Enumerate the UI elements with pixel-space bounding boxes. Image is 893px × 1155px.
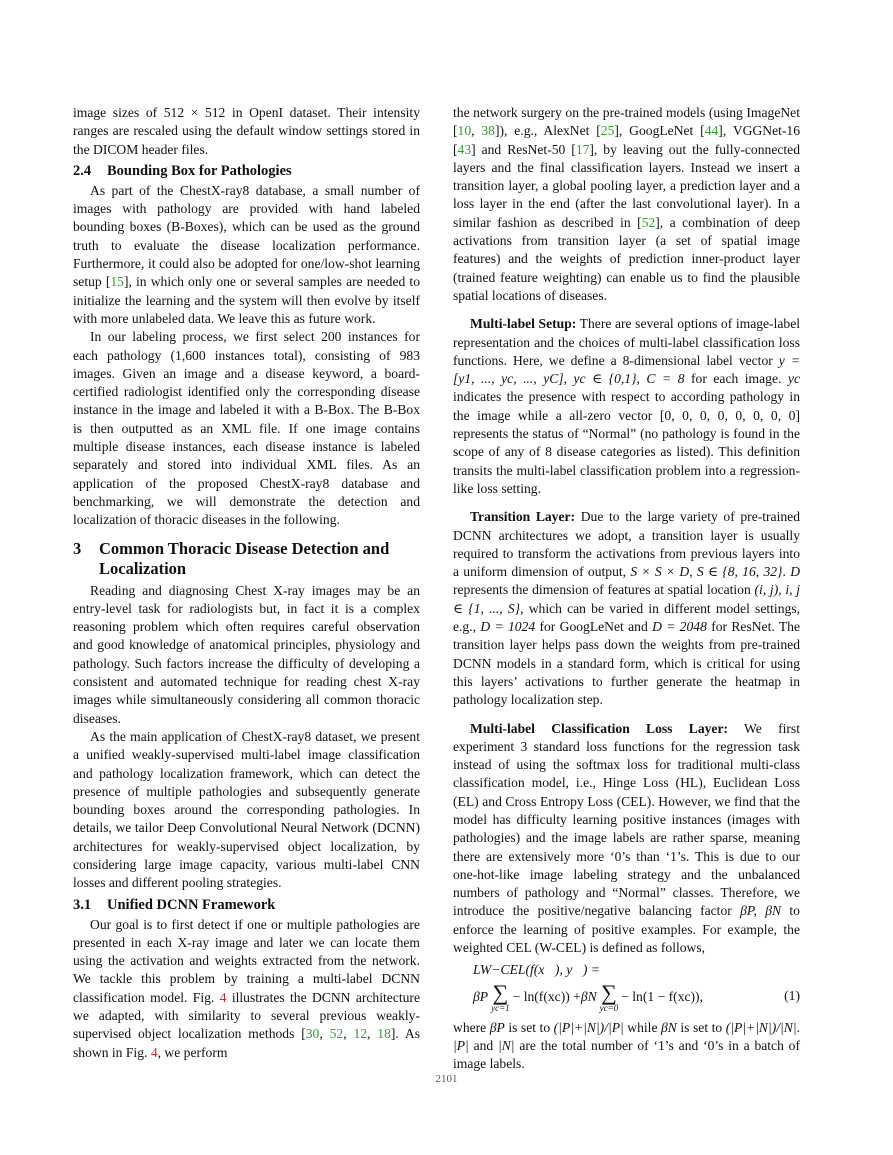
- figure-link[interactable]: 4: [150, 1044, 158, 1060]
- summation-symbol: ∑ yc=0: [599, 979, 619, 1013]
- fraction: (|P|+|N|)/|P|: [553, 1019, 624, 1035]
- run-in-heading: Transition Layer:: [470, 509, 576, 525]
- paragraph-loss-layer: Multi-label Classification Loss Layer: We first experiment 3 standard loss functions for the regression task instead of using the softmax loss for traditional multi-class classification model, i.e., Hinge Loss (HL), Euclidean Loss (EL) and Cross Entropy Loss (CEL). However, we find that the model has difficulty learning positive instances (images with pathologies) and the image labels are rather sparse, meaning there are extensively more ‘0’s than ‘1’s. This is due to our one-hot-like image labeling strategy and the unbalanced numbers of pathology and “Normal” classes. Therefore, we introduce the positive/negative balancing factor βP, βN to enforce the learning of positive examples. For example, the weighted CEL (W-CEL) is defined as follows,: [453, 720, 800, 956]
- paragraph-application: As the main application of ChestX-ray8 dataset, we present a unified weakly-supervised multi-label image classification and pathology localization framework, which can detect the presence of multiple pathologies and subsequently generate bounding boxes around the corresponding pathologies. In details, we tailor Deep Convolutional Neural Network (DCNN) architectures for weakly-supervised object localization, by considering large image capacity, various multi-label CNN losses and different pooling strategies.: [73, 728, 420, 891]
- run-in-heading: Multi-label Classification Loss Layer:: [470, 720, 729, 736]
- math-inline: yc: [787, 371, 800, 387]
- equation-1: [453, 961, 800, 1012]
- figure-link[interactable]: 4: [219, 989, 227, 1005]
- paragraph-labeling: In our labeling process, we first select 200 instances for each pathology (1,600 instances total), consisting of 983 images. Given an image and a disease keyword, a board-certified radiologist identified only the corresponding disease instance in the image and labeled it with a B-Box. The B-Box is then outputted as an XML file. If one image contains multiple disease instances, each disease instance is labeled separately and stored into individual XML files. As an application of the proposed ChestX-ray8 database and benchmarking, we will demonstrate the detection and localization of thoracic diseases in the following.: [73, 329, 420, 528]
- section-heading-3-1: [73, 896, 420, 914]
- paragraph-goal: Our goal is to first detect if one or multiple pathologies are presented in each X-ray image and later we can locate them using the activation and weights extracted from the network. We tackle this problem by training a multi-label DCNN classification model. Fig. 4 illustrates the DCNN architecture we adapted, with similarity to several previous weakly-supervised object localization methods [30, 52, 12, 18]. As shown in Fig. 4, we perform: [73, 916, 421, 1060]
- citation-link[interactable]: 52: [641, 214, 656, 230]
- section-title: Unified DCNN Framework: [107, 896, 276, 913]
- equation-number: (1): [784, 988, 800, 1004]
- citation-link[interactable]: 30: [305, 1026, 320, 1042]
- paragraph-intensity: image sizes of 512 × 512 in OpenI dataset. Their intensity ranges are rescaled using the default window settings stored in the DICOM header files.: [73, 105, 420, 157]
- citation-link[interactable]: 25: [600, 123, 615, 139]
- section-number: 3: [73, 538, 82, 558]
- equation-lhs: LW−CEL(f(x⃗), y⃗) =: [473, 962, 600, 978]
- paragraph-bbox: As part of the ChestX-ray8 database, a small number of images with pathology are provided with hand labeled bounding boxes (B-Boxes), which can be used as the ground truth to evaluate the disease localization performance. Furthermore, it could also be adopted for one/low-shot learning setup [15], in which only one or several samples are needed to initialize the learning and the system will then evolve by itself with more unlabeled data. We leave this as future work.: [73, 182, 420, 326]
- left-column: [73, 104, 420, 1062]
- paragraph-transition-layer: Transition Layer: Due to the large variety of pre-trained DCNN architectures we adopt, a transition layer is usually required to transform the activations from previous layers into a uniform dimension of output, S × S × D, S ∈ {8, 16, 32}. D represents the dimension of features at spatial location (i, j), i, j ∈ {1, ..., S}, which can be varied in different model settings, e.g., D = 1024 for GoogLeNet and D = 2048 for ResNet. The transition layer helps pass down the weights from pre-trained DCNN models in a standard form, which is critical for using this layers’ activations to further generate the heatmap in pathology localization step.: [453, 509, 801, 708]
- math-inline: βP, βN: [740, 903, 782, 919]
- right-column: [453, 104, 800, 1074]
- math-inline: D = 1024: [480, 619, 536, 635]
- paragraph-reading: Reading and diagnosing Chest X-ray images may be an entry-level task for radiologists but, in fact it is a complex reasoning problem which often requires careful observation and good knowledge of anatomical principles, physiology and pathology. Such factors increase the difficulty of developing a consistent and automated technique for reading chest X-ray images while simultaneously considering all common thoracic diseases.: [73, 582, 420, 726]
- section-title: Common Thoracic Disease Detection and Localization: [99, 538, 390, 578]
- paragraph-weights: where βP is set to (|P|+|N|)/|P| while βN is set to (|P|+|N|)/|N|. |P| and |N| are the total number of ‘1’s and ‘0’s in a batch of image labels.: [453, 1019, 800, 1072]
- section-heading-2-4: [73, 162, 420, 180]
- citation-link[interactable]: 10: [457, 123, 472, 139]
- math-inline: S × S × D, S ∈ {8, 16, 32}: [630, 564, 783, 580]
- citation-link[interactable]: 52: [329, 1026, 344, 1042]
- citation-link[interactable]: 43: [457, 141, 472, 157]
- summation-symbol: ∑ yc=1: [491, 979, 510, 1013]
- equation-rhs: βP ∑ yc=1 − ln(f(xc)) + βN ∑ yc=0 − ln(1 − f(xc)),: [473, 979, 703, 1013]
- section-heading-3: [73, 539, 420, 579]
- page-number: 2101: [435, 1073, 458, 1085]
- math-inline: (i, j), i, j ∈ {1, ..., S}: [453, 582, 800, 616]
- fraction: (|P|+|N|)/|N|: [725, 1019, 797, 1035]
- section-title: Bounding Box for Pathologies: [107, 162, 292, 179]
- citation-link[interactable]: 44: [704, 123, 719, 139]
- citation-link[interactable]: 12: [353, 1026, 368, 1042]
- paragraph-multilabel-setup: Multi-label Setup: There are several options of image-label representation and the choices of multi-label classification loss functions. Here, we define a 8-dimensional label vector y = [y1, ..., yc, ..., yC], yc ∈ {0,1}, C = 8 for each image. yc indicates the presence with respect to according pathology in the image while a all-zero vector [0, 0, 0, 0, 0, 0, 0, 0] represents the status of “Normal” (no pathology is found in the scope of any of 8 disease categories as listed). This definition transits the multi-label classification problem into a regression-like loss setting.: [453, 316, 801, 496]
- paragraph-network-surgery: the network surgery on the pre-trained models (using ImageNet [10, 38]), e.g., AlexNet [25], GoogLeNet [44], VGGNet-16 [43] and ResNet-50 [17], by leaving out the fully-connected layers and the final classification layers. Instead we insert a transition layer, a global pooling layer, a prediction layer and a loss layer in the end (after the last convolutional layer). In a similar fashion as described in [52], a combination of deep activations from transition layer (a set of spatial image features) and the weights of prediction inner-product layer (trained feature weighting) can enable us to find the plausible spatial locations of diseases.: [453, 105, 801, 303]
- math-inline: D: [790, 564, 801, 580]
- citation-link[interactable]: 38: [481, 123, 495, 139]
- citation-link[interactable]: 18: [377, 1026, 391, 1042]
- math-inline: [0, 0, 0, 0, 0, 0, 0, 0]: [659, 407, 800, 423]
- citation-link[interactable]: 17: [575, 141, 590, 157]
- citation-link[interactable]: 15: [110, 274, 124, 290]
- run-in-heading: Multi-label Setup:: [470, 316, 577, 332]
- math-inline: D = 2048: [652, 619, 707, 635]
- section-number: 2.4: [73, 162, 92, 179]
- section-number: 3.1: [73, 896, 92, 913]
- math-inline: y = [y1, ..., yc, ..., yC], yc ∈ {0,1}, C = 8: [453, 352, 801, 387]
